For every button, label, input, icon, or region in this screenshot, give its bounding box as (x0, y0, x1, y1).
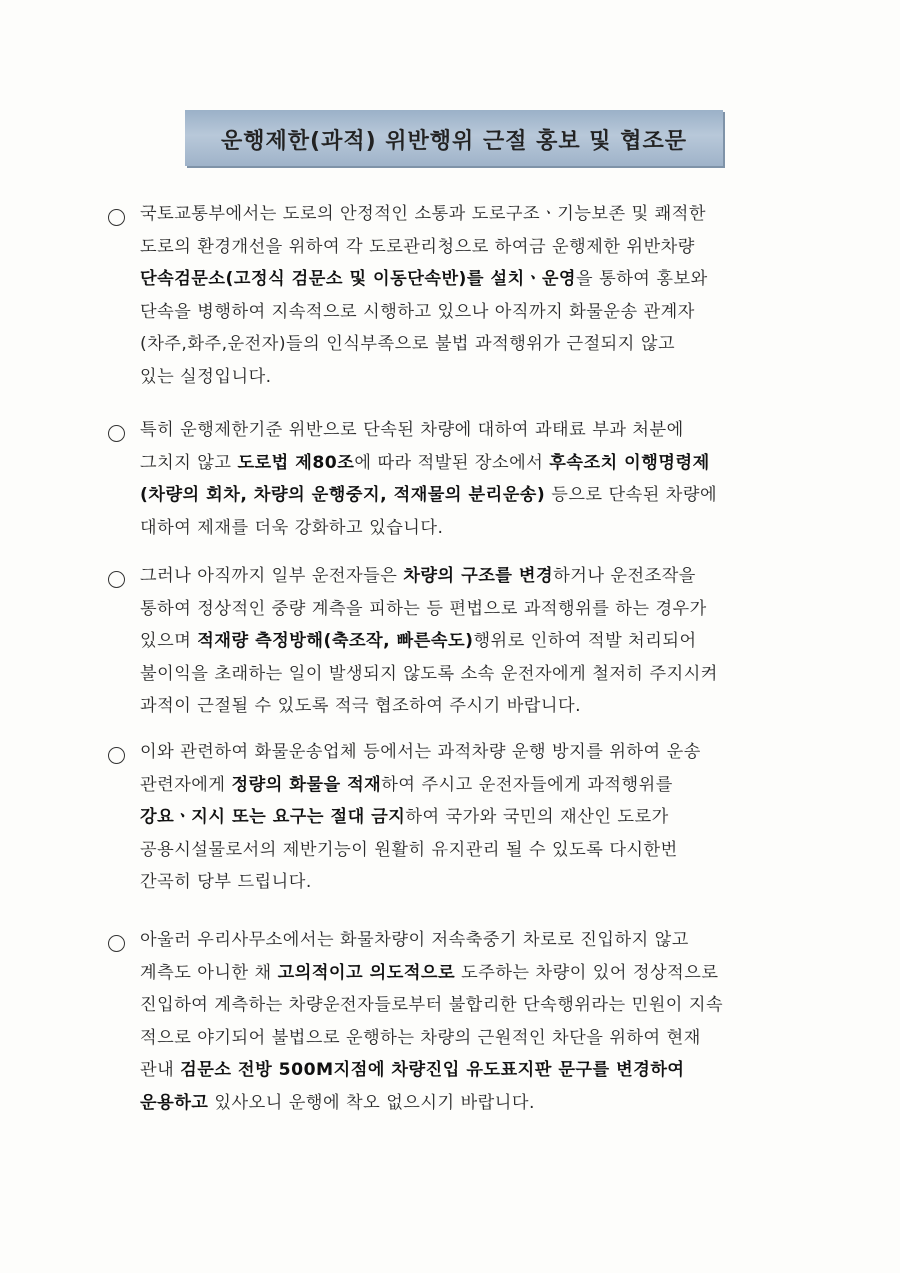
text-line (140, 269, 708, 289)
bullet-circle-icon (108, 425, 125, 442)
body-text: 하여 주시고 운전자들에게 과적행위를 (381, 774, 673, 795)
body-text: 아울러 우리사무소에서는 화물차량이 저속축중기 차로로 진입하지 않고 (140, 930, 689, 950)
body-text: 있사오니 운행에 착오 없으시기 바랍니다. (208, 1092, 535, 1113)
text-line (140, 302, 695, 322)
body-text: 과적이 근절될 수 있도록 적극 협조하여 주시기 바랍니다. (140, 696, 582, 716)
body-text: 관련자에게 (140, 774, 232, 795)
bullet-circle-icon (108, 747, 125, 764)
emphasis-text: 강요ㆍ지시 또는 요구는 절대 금지 (140, 807, 406, 827)
text-line (140, 518, 443, 538)
body-text: 하여 국가와 국민의 재산인 도로가 (405, 807, 669, 827)
emphasis-text: 고의적이고 의도적으로 (277, 962, 456, 983)
emphasis-text: 차량의 구조를 변경 (403, 566, 554, 586)
title-banner (185, 110, 723, 166)
emphasis-text: (차량의 회차, 차량의 운행중지, 적재물의 분리운송) (140, 485, 546, 505)
text-line (140, 599, 707, 619)
emphasis-text: 운용하고 (140, 1092, 209, 1113)
emphasis-text: 적재량 측정방해(축조작, 빠른속도) (197, 631, 474, 651)
body-text: 행위로 인하여 적발 처리되어 (473, 631, 697, 651)
text-line (140, 1060, 685, 1080)
text-line (140, 204, 706, 224)
body-text: 도로의 환경개선을 위하여 각 도로관리청으로 하여금 운행제한 위반차량 (140, 236, 695, 257)
body-text: 국토교통부에서는 도로의 안정적인 소통과 도로구조ㆍ기능보존 및 쾌적한 (140, 204, 706, 224)
body-text: 이와 관련하여 화물운송업체 등에서는 과적차량 운행 방지를 위하여 운송 (140, 742, 701, 762)
body-text: 진입하여 계측하는 차량운전자들로부터 불합리한 단속행위라는 민원이 지속 (140, 995, 724, 1015)
text-line (140, 963, 718, 983)
body-text: (차주,화주,운전자)들의 인식부족으로 불법 과적행위가 근절되지 않고 (140, 334, 676, 354)
emphasis-text: 도로법 제80조 (237, 452, 355, 473)
text-line (140, 631, 697, 651)
emphasis-text: 단속검문소(고정식 검문소 및 이동단속반)를 설치ㆍ운영 (140, 269, 577, 289)
text-line (140, 367, 272, 387)
bullet-circle-icon (108, 935, 125, 952)
body-text: 대하여 제재를 더욱 강화하고 있습니다. (140, 517, 444, 538)
body-text: 그치지 않고 (140, 452, 238, 473)
body-text: 계측도 아니한 채 (140, 962, 278, 983)
body-text: 간곡히 당부 드립니다. (140, 872, 312, 892)
text-line (140, 237, 695, 257)
text-line (140, 775, 673, 795)
bullet-circle-icon (108, 571, 125, 588)
emphasis-text: 후속조치 이행명령제 (549, 452, 710, 473)
body-text: 단속을 병행하여 지속적으로 시행하고 있으나 아직까지 화물운송 관계자 (140, 301, 695, 322)
text-line (140, 742, 701, 762)
body-text: 에 따라 적발된 장소에서 (354, 452, 550, 473)
body-text: 통하여 정상적인 중량 계측을 피하는 등 편법으로 과적행위를 하는 경우가 (140, 598, 707, 619)
body-text: 특히 운행제한기준 위반으로 단속된 차량에 대하여 과태료 부과 처분에 (140, 420, 684, 440)
text-line (140, 872, 312, 892)
text-line (140, 840, 678, 860)
emphasis-text: 정량의 화물을 적재 (231, 774, 382, 795)
text-line (140, 995, 723, 1015)
body-text: 있으며 (140, 631, 198, 651)
text-line (140, 696, 581, 716)
emphasis-text: 검문소 전방 500M지점에 차량진입 유도표지판 문구를 변경하여 (180, 1060, 685, 1080)
text-line (140, 485, 717, 505)
body-text: 있는 실정입니다. (140, 366, 272, 387)
bullet-circle-icon (108, 209, 125, 226)
text-line (140, 420, 684, 440)
text-line (140, 334, 675, 354)
body-text: 그러나 아직까지 일부 운전자들은 (140, 566, 404, 586)
text-line (140, 1093, 535, 1113)
text-line (140, 453, 710, 473)
body-text: 불이익을 초래하는 일이 발생되지 않도록 소속 운전자에게 철저히 주지시켜 (140, 663, 718, 684)
text-line (140, 1028, 701, 1048)
body-text: 관내 (140, 1060, 181, 1080)
text-line (140, 664, 718, 684)
body-text: 도주하는 차량이 있어 정상적으로 (455, 962, 719, 983)
body-text: 공용시설물로서의 제반기능이 원활히 유지관리 될 수 있도록 다시한번 (140, 839, 678, 860)
body-text: 하거나 운전조작을 (553, 566, 696, 586)
body-text: 을 통하여 홍보와 (576, 269, 708, 289)
body-text: 등으로 단속된 차량에 (545, 485, 718, 505)
body-text: 적으로 야기되어 불법으로 운행하는 차량의 근원적인 차단을 위하여 현재 (140, 1027, 701, 1048)
text-line (140, 807, 669, 827)
text-line (140, 930, 689, 950)
text-line (140, 566, 696, 586)
document-title: 운행제한(과적) 위반행위 근절 홍보 및 협조문 (221, 129, 687, 154)
